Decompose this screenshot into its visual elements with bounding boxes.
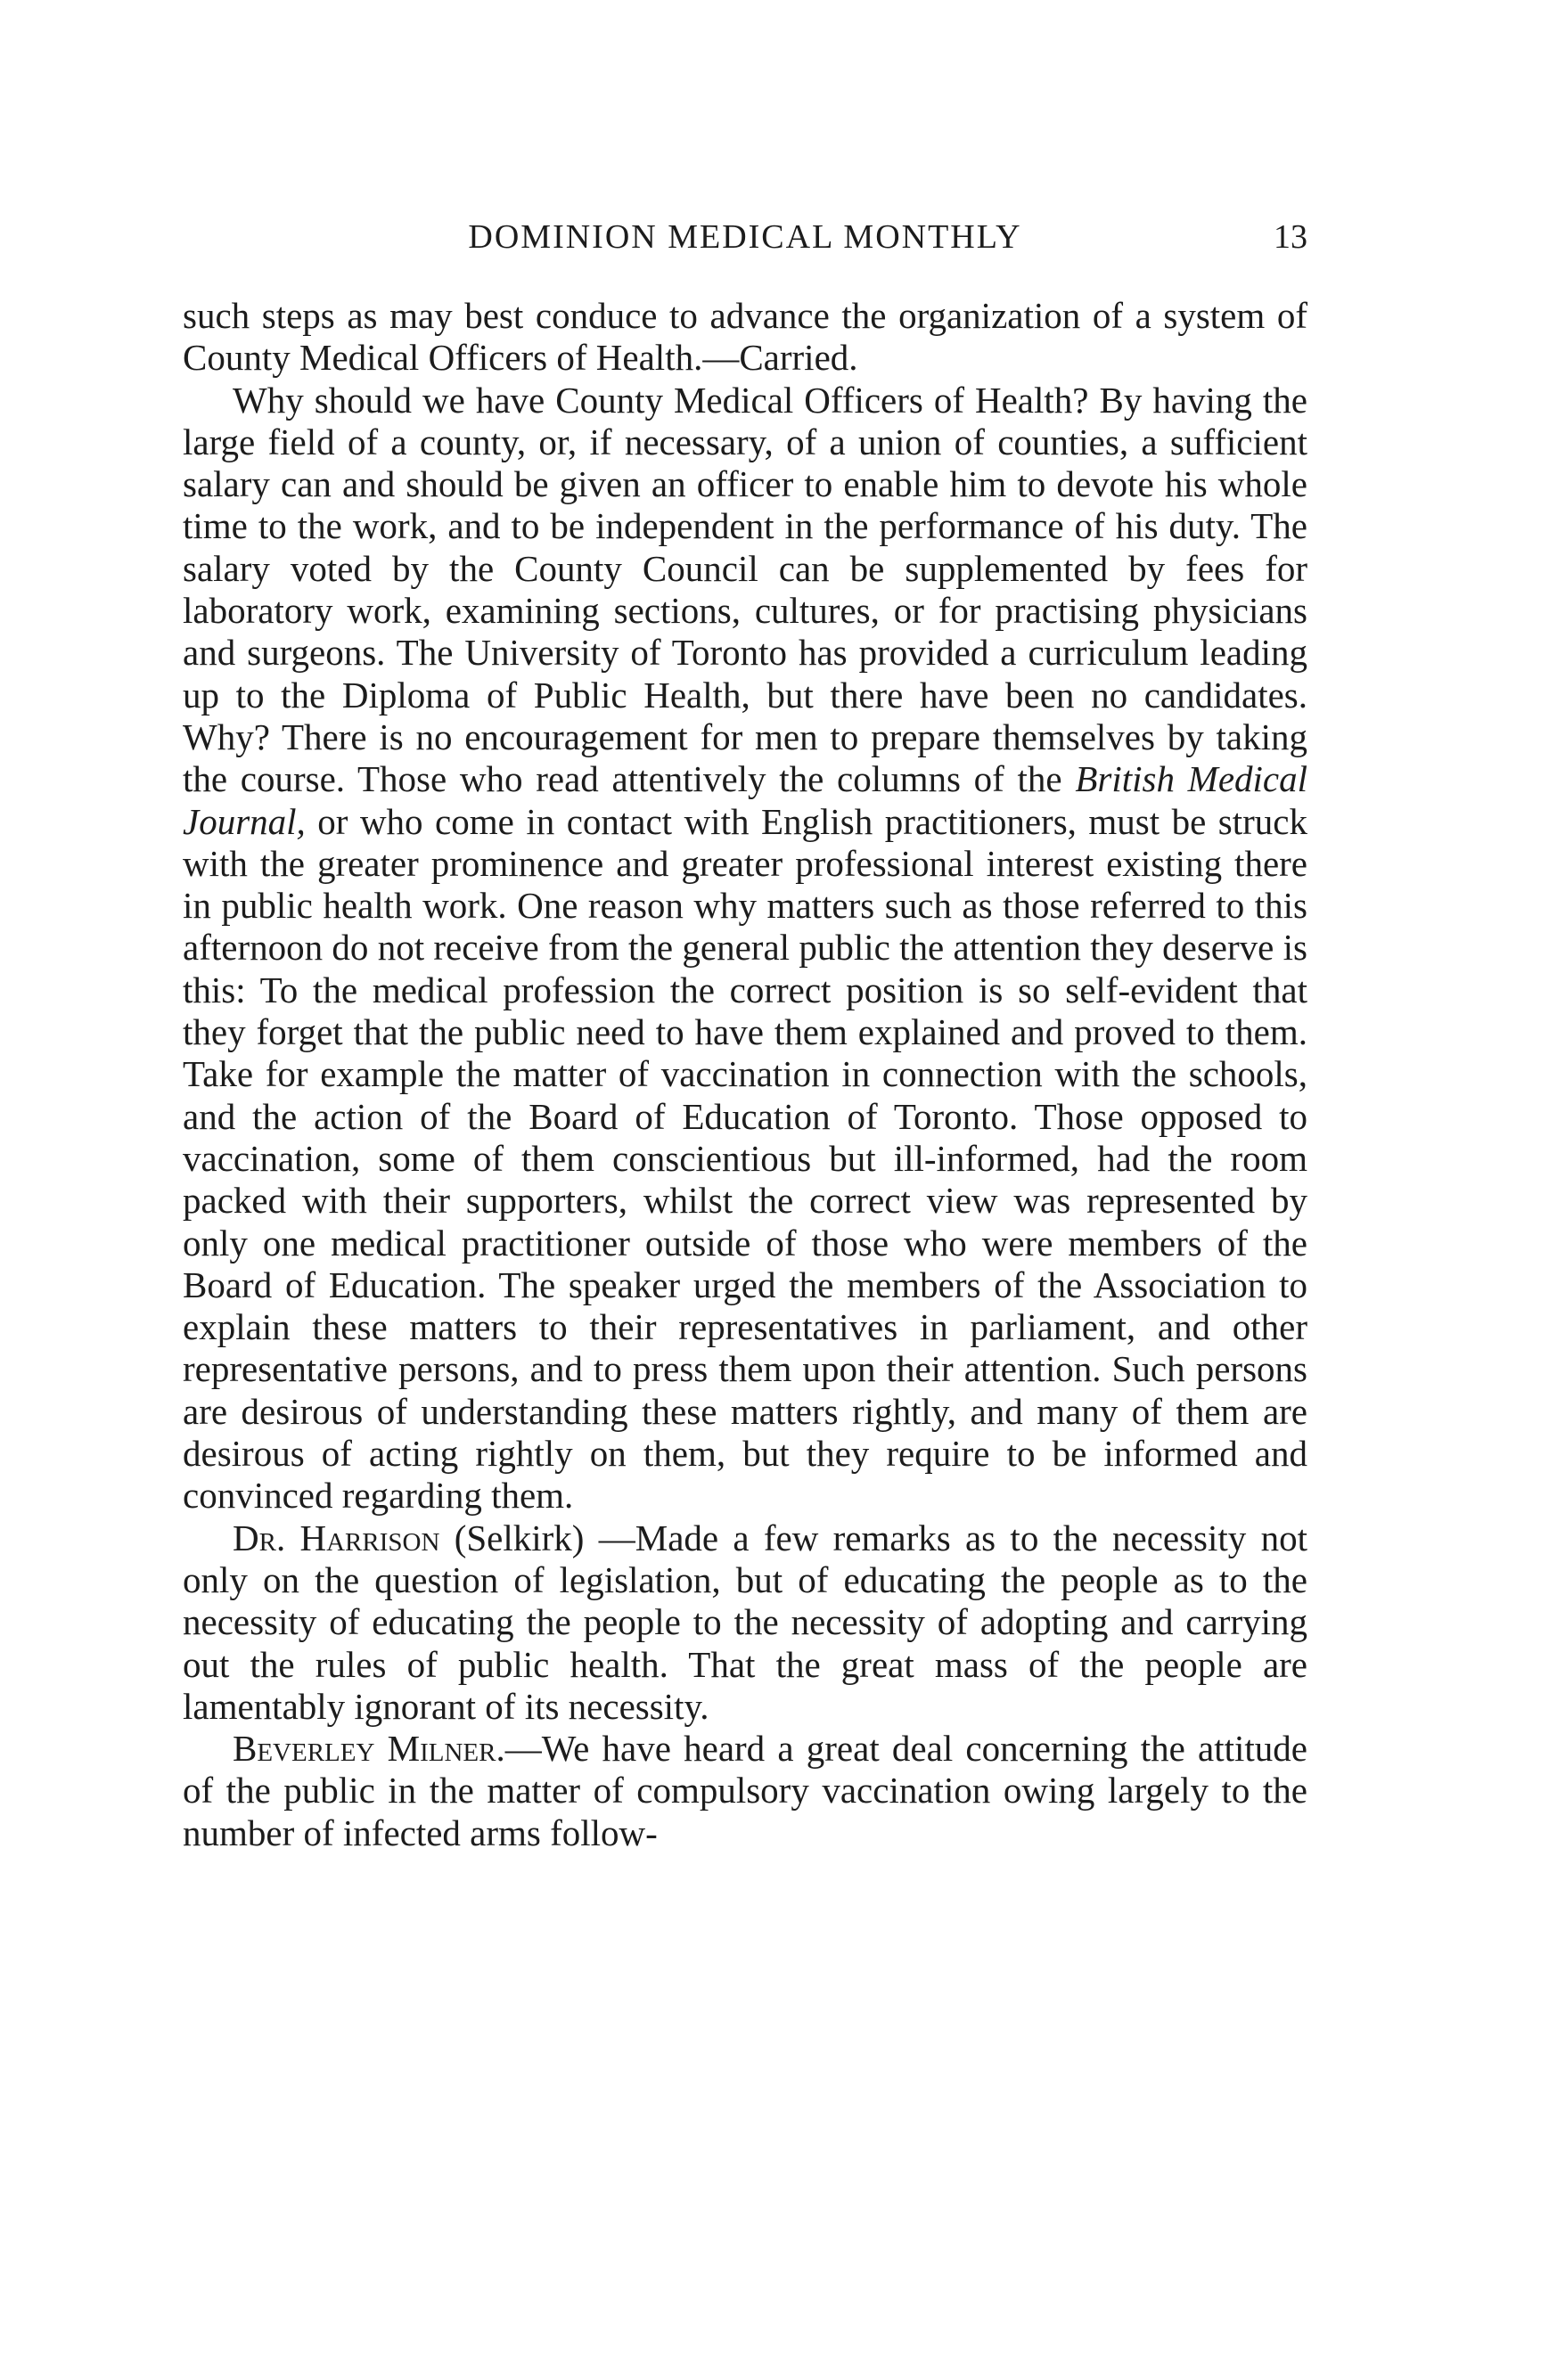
- paragraph-text: —We have heard a great deal concerning the attitude of the public in the matter of compulsory vaccination owing largely to the number of infected arms follow-: [183, 1728, 1307, 1853]
- running-head: [183, 217, 1307, 258]
- paragraph-text: Why should we have County Medical Officers of Health? By having the large field of a county, or, if necessary, of a union of counties, a sufficient salary can and should be given an officer to enable him to devote his whole time to the work, and to be independent in the performance of his duty. The salary voted by the County Council can be supplemented by fees for laboratory work, examining sections, cultures, or for practising physicians and surgeons. The University of Toronto has provided a curriculum leading up to the Diploma of Public Health, but there have been no candidates. Why? There is no encouragement for men to prepare themselves by taking the course. Those who read attentively the columns of the: [183, 379, 1307, 800]
- paragraph-text: (Selkirk) —Made a few remarks as to the necessity not only on the question of legislation, but of educating the people as to the necessity of educating the people to the necessity of adopting and carrying out the rules of public health. That the great mass of the people are lamentably ignorant of its necessity.: [183, 1517, 1307, 1727]
- paragraph-text: or who come in contact with English practitioners, must be struck with the greater prominence and greater professional interest existing there in public health work. One reason why matters such as those referred to this afternoon do not receive from the general public the attention they deserve is this: To the medical profession the correct position is so self-evident that they forget that the public need to have them explained and proved to them. Take for example the matter of vaccination in connection with the schools, and the action of the Board of Education of Toronto. Those opposed to vaccination, some of them conscientious but ill-informed, had the room packed with their supporters, whilst the correct view was represented by only one medical practitioner outside of those who were members of the Board of Education. The speaker urged the members of the Association to explain these matters to their representatives in parliament, and other representative persons, and to press them upon their attention. Such persons are desirous of understanding these matters rightly, and many of them are desirous of acting rightly on them, but they require to be informed and convinced regarding them.: [183, 800, 1308, 1517]
- journal-title: DOMINION MEDICAL MONTHLY: [468, 218, 1022, 256]
- speaker-name: Beverley Milner.: [233, 1728, 505, 1770]
- speaker-name: Dr. Harrison: [233, 1517, 440, 1558]
- page-number: 13: [1274, 218, 1307, 256]
- journal-reference: British Medical Journal,: [183, 758, 1308, 842]
- paragraph-county-officers: [183, 380, 1307, 1517]
- paragraph-harrison: [183, 1517, 1307, 1728]
- paragraph-milner: [183, 1728, 1307, 1854]
- paragraph-continuation: such steps as may best conduce to advance the organization of a system of County Medical Officers of Health.—Carried.: [183, 295, 1307, 379]
- body-text: [183, 295, 1307, 1854]
